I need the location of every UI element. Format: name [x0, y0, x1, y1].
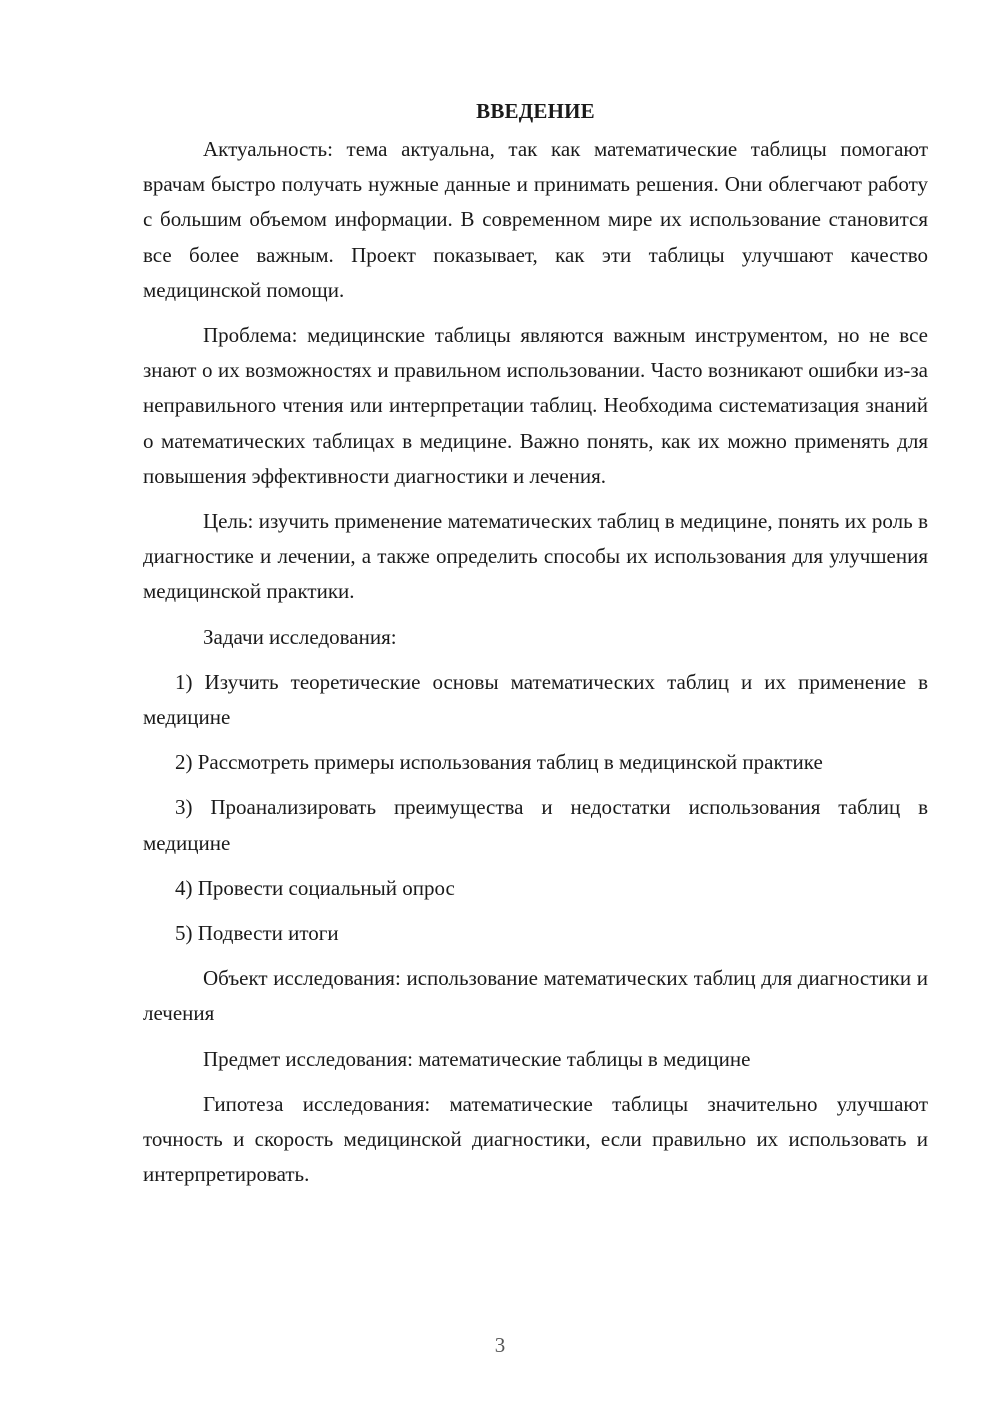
paragraph-goal: Цель: изучить применение математических таблиц в медицине, понять их роль в диагностике и лечении, а также определить способы их использования для улучшения медицинской практики.: [143, 509, 928, 604]
section-title: ВВЕДЕНИЕ: [476, 99, 595, 123]
paragraph-object: Объект исследования: использование математических таблиц для диагностики и лечения: [143, 966, 928, 1026]
task-item-5: 5) Подвести итоги: [175, 921, 339, 946]
task-item-1: 1) Изучить теоретические основы математических таблиц и их применение в медицине: [143, 669, 928, 730]
paragraph-subject: Предмет исследования: математические таблицы в медицине: [203, 1046, 751, 1071]
task-item-2: 2) Рассмотреть примеры использования таблиц в медицинской практике: [175, 750, 823, 775]
page-number: 3: [494, 1333, 506, 1357]
task-item-4: 4) Провести социальный опрос: [175, 875, 455, 900]
paragraph-problem: Проблема: медицинские таблицы являются важным инструментом, но не все знают о их возможностях и правильном использовании. Часто возникают ошибки из-за неправильного чтения или интерпретации таблиц. Необходима систематизация знаний о математических таблицах в медицине. Важно понять, как их можно применять для повышения эффективности диагностики и лечения.: [143, 323, 928, 488]
document-page: [143, 94, 928, 1202]
paragraph-tasks-heading: Задачи исследования:: [203, 624, 397, 649]
task-item-3: 3) Проанализировать преимущества и недостатки использования таблиц в медицине: [143, 795, 928, 855]
paragraph-hypothesis: Гипотеза исследования: математические таблицы значительно улучшают точность и скорость медицинской диагностики, если правильно их использовать и интерпретировать.: [143, 1091, 928, 1187]
paragraph-relevance: Актуальность: тема актуальна, так как математические таблицы помогают врачам быстро получать нужные данные и принимать решения. Они облегчают работу с большим объемом информации. В современном мире их использование становится все более важным. Проект показывает, как эти таблицы улучшают качество медицинской помощи.: [143, 137, 928, 302]
